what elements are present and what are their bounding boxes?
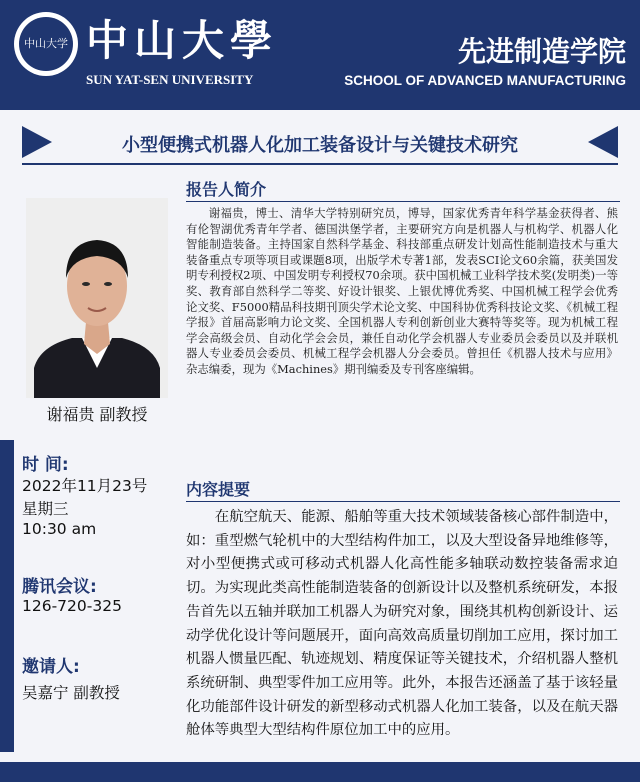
university-name-en: SUN YAT-SEN UNIVERSITY bbox=[86, 72, 254, 87]
title-divider bbox=[22, 163, 618, 165]
bio-heading-rule bbox=[186, 201, 620, 202]
inviter-label: 邀请人: bbox=[22, 657, 80, 677]
school-name-en: SCHOOL OF ADVANCED MANUFACTURING bbox=[344, 73, 626, 88]
speaker-name: 谢福贵 副教授 bbox=[46, 405, 148, 424]
university-name-cn: 中山大學 bbox=[86, 16, 279, 65]
logo-text: 中山大学 bbox=[19, 17, 73, 71]
inviter-value: 吴嘉宁 副教授 bbox=[22, 684, 120, 702]
time-value: 10:30 am bbox=[22, 520, 97, 538]
meeting-id: 126-720-325 bbox=[22, 597, 122, 615]
bio-text: 谢福贵，博士、清华大学特别研究员，博导，国家优秀青年科学基金获得者、熊有伦智湖优秀青年学者、德国洪堡学者，主要研究方向是机器人与机构学、机器人化智能制造装备。主持国家自然科学基金、科技部重点研发计划高性能制造技术与重大装备重点专项等项目或课题8项，出版学术专著1部，发表SCI论文60余篇，获美国发明专利授权2项、中国发明专利授权70余项。获中国机械工业科学技术奖(发明类)一等奖、教育部自然科学二等奖、好设计银奖、上银优博优秀奖、中国机械工程学会优秀论文奖、F5000精品科技期刊顶尖学术论文奖、中国科协优秀科技论文奖、《机械工程学报》首届高影响力论文奖、全国机器人专利创新创业大赛特等奖等。现为机械工程学会高级会员、自动化学会会员，兼任自动化学会机器人专业委员会委员以及并联机器人专业委员会委员、机械工程学会机器人分会委员。曾担任《机器人技术与应用》杂志编委，现为《Machines》期刊编委及专刊客座编辑。 bbox=[186, 206, 618, 376]
header-banner bbox=[0, 0, 640, 110]
weekday-value: 星期三 bbox=[22, 500, 69, 518]
talk-title: 小型便携式机器人化加工装备设计与关键技术研究 bbox=[122, 135, 518, 156]
school-name-cn: 先进制造学院 bbox=[457, 35, 626, 68]
sidebar-accent-bar bbox=[0, 440, 14, 752]
university-logo bbox=[14, 12, 78, 76]
abstract-heading-rule bbox=[186, 501, 620, 502]
triangle-left-icon bbox=[588, 126, 618, 158]
meeting-label: 腾讯会议: bbox=[22, 577, 97, 597]
bio-heading: 报告人简介 bbox=[186, 180, 267, 199]
footer-bar bbox=[0, 762, 640, 782]
abstract-heading: 内容提要 bbox=[186, 480, 251, 499]
speaker-photo bbox=[26, 198, 168, 398]
triangle-right-icon bbox=[22, 126, 52, 158]
abstract-text: 在航空航天、能源、船舶等重大技术领域装备核心部件制造中，如：重型燃气轮机中的大型结构件加工，以及大型设备异地维修等，对小型便携式或可移动式机器人化高性能多轴联动数控装备需求迫切。为实现此类高性能制造装备的创新设计以及整机系统研发，本报告首先以五轴并联加工机器人为研究对象，围绕其机构创新设计、运动学优化设计等问题展开，面向高效高质量切削加工应用，探讨加工机器人惯量匹配、轨迹规划、精度保证等关键技术，介绍机器人整机系统研制、典型零件加工应用等。此外，本报告还涵盖了基于该轻量化功能部件设计研发的新型移动式机器人化加工装备，以及在航天器舱体等典型大型结构件原位加工中的应用。 bbox=[186, 509, 618, 739]
time-label: 时 间: bbox=[22, 455, 69, 475]
date-value: 2022年11月23号 bbox=[22, 477, 148, 495]
